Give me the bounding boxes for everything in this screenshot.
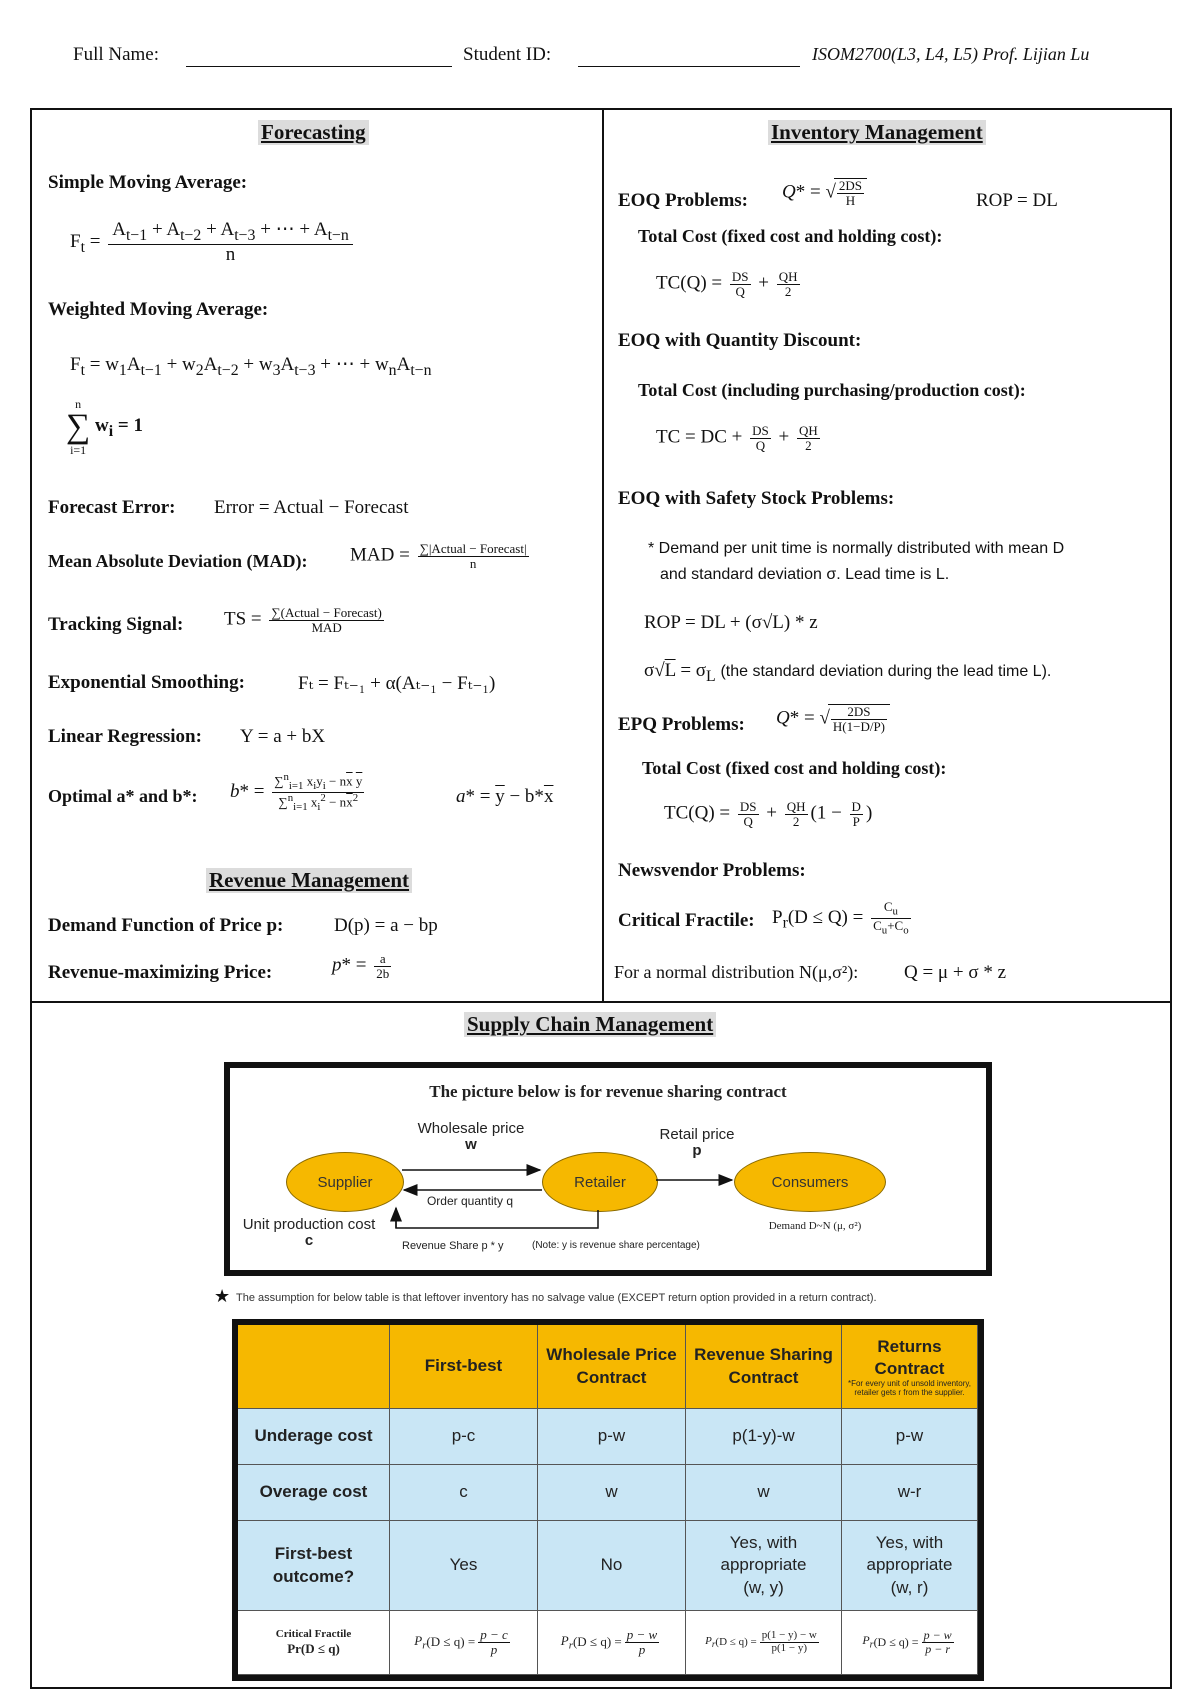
row-critical-fractile-label	[238, 1611, 390, 1675]
epq-tc-label: Total Cost (fixed cost and holding cost):	[642, 758, 947, 778]
cf-first-best: $P_r$ (D ≤ q) = $\frac{p - c}{p}$	[390, 1611, 538, 1675]
eoq-tc-formula: TC(Q) = $\frac{DS}{Q}$ + $\frac{QH}{2}$	[656, 269, 798, 299]
row-first-best-label: First-best outcome?	[238, 1521, 390, 1611]
wholesale-price-label: Wholesale price	[417, 1120, 525, 1137]
fb-revenue-sharing: Yes, with appropriate (w, y)	[686, 1521, 842, 1611]
ss-rop-formula: ROP = DL + (σ√L) * z	[644, 612, 818, 633]
retail-symbol: p	[692, 1142, 702, 1159]
ss-label: EOQ with Safety Stock Problems:	[618, 488, 895, 509]
revenue-max-formula: p* = $\frac{a}{2b}$	[332, 951, 390, 981]
mad-label: Mean Absolute Deviation (MAD):	[48, 551, 308, 571]
fb-returns: Yes, with appropriate (w, r)	[842, 1521, 978, 1611]
optimal-a-formula: $a* = \overline{y} - b*\overline{x}$	[456, 786, 554, 807]
rop-formula: ROP = DL	[976, 190, 1058, 211]
cf-returns: $P_r$ (D ≤ q) = $\frac{p - w}{p - r}$	[842, 1611, 978, 1675]
full-name-label: Full Name:	[73, 44, 160, 65]
ss-note-2: and standard deviation σ. Lead time is L.	[660, 566, 950, 583]
ss-sigma-note: (the standard deviation during the lead time L).	[720, 663, 1052, 680]
wholesale-symbol: w	[465, 1136, 477, 1153]
optimal-ab-label: Optimal a* and b*:	[48, 786, 198, 806]
cf-label-1: Critical Fractile	[275, 1627, 352, 1640]
overage-revenue-sharing: w	[686, 1465, 842, 1521]
underage-returns: p-w	[842, 1409, 978, 1465]
row-overage-label: Overage cost	[238, 1465, 390, 1521]
unit-cost-label: Unit production cost	[242, 1216, 376, 1233]
linear-regression-label: Linear Regression:	[48, 726, 202, 747]
forecast-error-formula: Error = Actual − Forecast	[214, 497, 409, 518]
exp-smoothing-label: Exponential Smoothing:	[48, 672, 245, 693]
assumption-note: The assumption for below table is that leftover inventory has no salvage value (EXCEPT return option provided in a return contract).	[236, 1292, 877, 1304]
col-revenue-sharing: Revenue Sharing Contract	[686, 1325, 842, 1409]
demand-distribution: Demand D~N (μ, σ²)	[768, 1220, 862, 1232]
fb-wholesale: No	[538, 1521, 686, 1611]
wma-formula: $F_t = w_1A_{t-1} + w_2A_{t-2} + w_3A_{t-3}$ + ⋯ + $w_nA_{t-n}$	[70, 354, 432, 379]
cf-revenue-sharing: $P_r$ (D ≤ q) = $\frac{p(1 - y) - w}{p(1 - y)}$	[686, 1611, 842, 1675]
tracking-signal-label: Tracking Signal:	[48, 614, 184, 635]
critical-fractile-label: Critical Fractile:	[618, 910, 755, 931]
revenue-title: Revenue Management	[206, 868, 412, 893]
qd-label: EOQ with Quantity Discount:	[618, 330, 862, 351]
col-wholesale: Wholesale Price Contract	[538, 1325, 686, 1409]
epq-tc-formula: TC(Q) = $\frac{DS}{Q}$ + $\frac{QH}{2}$ (1 − $\frac{D}{P}$ )	[664, 799, 873, 829]
student-id-line	[578, 66, 800, 67]
critical-fractile-formula: $P_r(D \le Q)$ = $\frac{C_u}{C_u+C_o}$	[772, 899, 909, 937]
ss-note-1: * Demand per unit time is normally distributed with mean D	[648, 540, 1065, 557]
linear-regression-formula: Y = a + bX	[240, 726, 326, 747]
demand-function-formula: D(p) = a − bp	[334, 915, 438, 936]
qd-tc-label: Total Cost (including purchasing/production cost):	[638, 380, 1026, 400]
col-returns-label: Returns Contract	[874, 1336, 945, 1378]
exp-smoothing-formula: Fₜ = Fₜ₋₁ + α(Aₜ₋₁ − Fₜ₋₁)	[298, 673, 496, 694]
weights-sum-formula: n ∑ i=1 $w_i = 1$	[66, 397, 143, 457]
inventory-title: Inventory Management	[768, 120, 986, 145]
row-underage-label: Underage cost	[238, 1409, 390, 1465]
underage-first-best: p-c	[390, 1409, 538, 1465]
revenue-max-label: Revenue-maximizing Price:	[48, 962, 273, 983]
sma-formula: $F_t$ = $\frac{A_{t-1} + A_{t-2} + A_{t-3} + \cdots + A_{t-n}}{n}$	[70, 220, 356, 265]
forecasting-title: Forecasting	[258, 120, 369, 145]
demand-function-label: Demand Function of Price p:	[48, 915, 284, 936]
underage-revenue-sharing: p(1-y)-w	[686, 1409, 842, 1465]
unit-cost-symbol: c	[304, 1232, 314, 1249]
revenue-share-note: (Note: y is revenue share percentage)	[532, 1240, 700, 1251]
supplier-node: Supplier	[286, 1152, 404, 1212]
normal-formula: Q = μ + σ * z	[904, 962, 1007, 983]
course-info: ISOM2700(L3, L4, L5) Prof. Lijian Lu	[812, 44, 1090, 64]
underage-wholesale: p-w	[538, 1409, 686, 1465]
supply-chain-title: Supply Chain Management	[464, 1012, 716, 1037]
col-returns	[842, 1325, 978, 1409]
fb-first-best: Yes	[390, 1521, 538, 1611]
overage-first-best: c	[390, 1465, 538, 1521]
page-header	[0, 44, 1200, 74]
tracking-signal-formula: TS = $\frac{\text{∑(Actual − Forecast)}}{\text{MAD}}$	[224, 605, 382, 635]
retailer-node: Retailer	[542, 1152, 658, 1212]
retail-price-label: Retail price	[659, 1126, 735, 1143]
epq-label: EPQ Problems:	[618, 714, 745, 735]
diagram-heading: The picture below is for revenue sharing contract	[429, 1082, 787, 1101]
overage-returns: w-r	[842, 1465, 978, 1521]
star-icon: ★	[214, 1286, 231, 1306]
consumers-node: Consumers	[734, 1152, 886, 1212]
epq-formula: Q* = √ $\frac{2DS}{H(1-D/P)}$	[776, 704, 890, 733]
eoq-label: EOQ Problems:	[618, 190, 749, 211]
order-quantity-label: Order quantity q	[426, 1194, 514, 1208]
mad-formula: MAD = $\frac{\text{∑|Actual − Forecast|}}{n}$	[350, 541, 527, 571]
forecast-error-label: Forecast Error:	[48, 497, 176, 518]
qd-tc-formula: TC = DC + $\frac{DS}{Q}$ + $\frac{QH}{2}$	[656, 423, 818, 453]
table-header-empty	[238, 1325, 390, 1409]
cf-label-2: Pr(D ≤ q)	[287, 1641, 340, 1657]
col-returns-note: *For every unit of unsold inventory, retailer gets r from the supplier.	[847, 1378, 972, 1397]
revenue-sharing-diagram	[224, 1062, 992, 1276]
ss-sigma-formula: $\sigma√L = \sigma_L$ (the standard deviation during the lead time L).	[644, 660, 1052, 685]
student-id-label: Student ID:	[463, 44, 552, 65]
revenue-share-label: Revenue Share p * y	[402, 1240, 504, 1252]
col-first-best: First-best	[390, 1325, 538, 1409]
wma-label: Weighted Moving Average:	[48, 299, 269, 320]
normal-note: For a normal distribution N(μ,σ²):	[614, 962, 859, 982]
overage-wholesale: w	[538, 1465, 686, 1521]
eoq-tc-label: Total Cost (fixed cost and holding cost):	[638, 226, 943, 246]
cf-wholesale: $P_r$ (D ≤ q) = $\frac{p - w}{p}$	[538, 1611, 686, 1675]
sma-label: Simple Moving Average:	[48, 172, 248, 193]
eoq-formula: Q* = √ $\frac{2DS}{H}$	[782, 178, 867, 207]
newsvendor-label: Newsvendor Problems:	[618, 860, 806, 881]
contract-table	[232, 1319, 984, 1681]
optimal-b-formula: b* = $\frac{\sum^n_{i=1} x_iy_i - n\overline{x} \overline{y}}{\sum^n_{i=1} x_i^2 - n\overline{x}^2}$	[230, 771, 363, 814]
full-name-line	[186, 66, 452, 67]
